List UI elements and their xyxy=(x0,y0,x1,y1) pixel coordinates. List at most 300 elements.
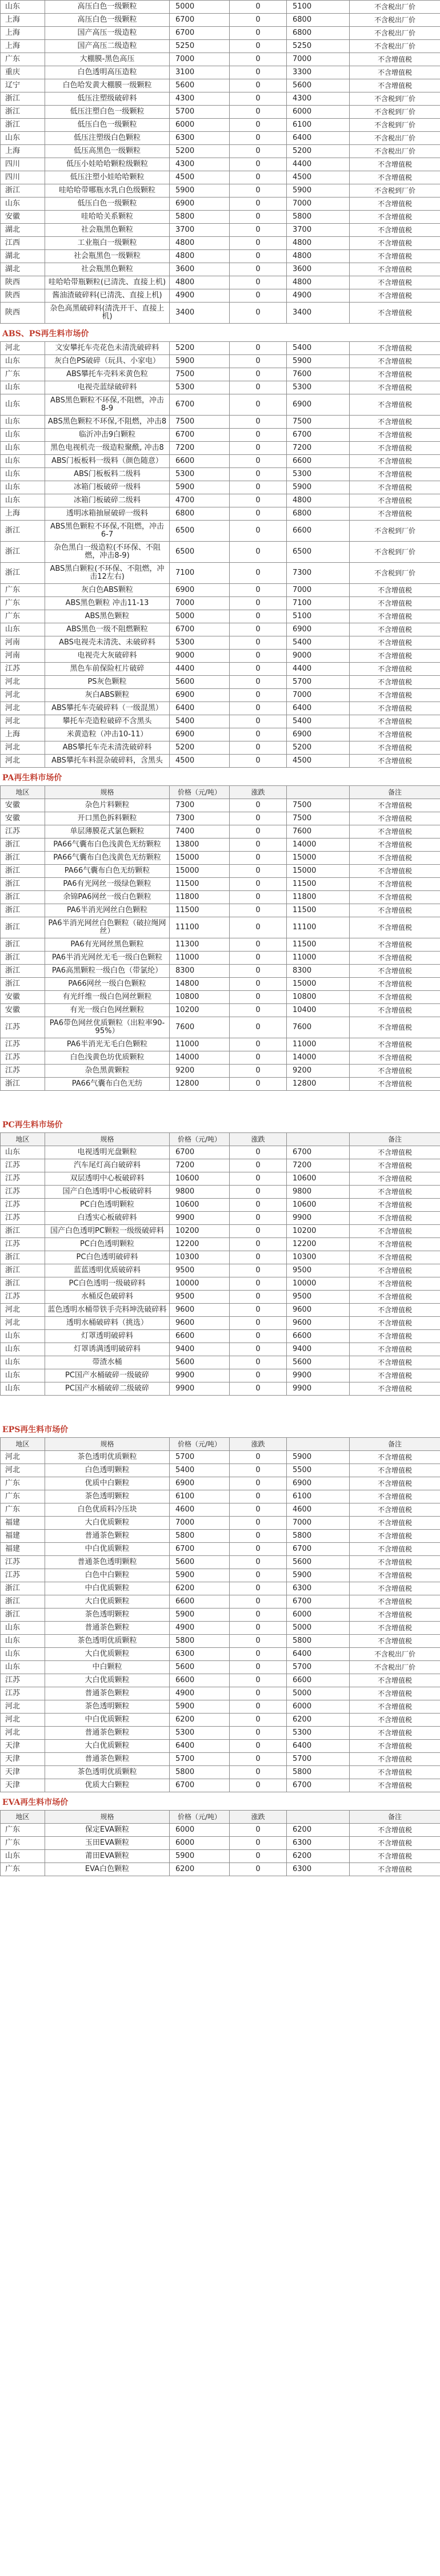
header-region-cell: 地区 xyxy=(1,1133,45,1146)
note-cell: 不含增值税 xyxy=(350,812,440,825)
price-cell: 6500 xyxy=(170,521,230,542)
region-cell: 江苏 xyxy=(1,1017,45,1038)
price-cell: 6700 xyxy=(170,14,230,27)
note-cell: 不含增值税 xyxy=(350,1740,440,1753)
table-row xyxy=(1,119,440,132)
header-prev-price-cell xyxy=(287,1133,350,1146)
note-cell: 不含增值税 xyxy=(350,1369,440,1382)
table-row xyxy=(1,1304,440,1317)
table-row xyxy=(1,211,440,224)
price-cell: 9400 xyxy=(170,1343,230,1356)
change-cell: 0 xyxy=(230,852,287,865)
table-row xyxy=(1,184,440,197)
table-row xyxy=(1,636,440,650)
table-row xyxy=(1,563,440,584)
note-cell: 不含增值税 xyxy=(350,355,440,368)
table-row xyxy=(1,381,440,394)
price-cell: 5300 xyxy=(170,636,230,650)
note-cell: 不含增值税 xyxy=(350,1477,440,1490)
change-cell: 0 xyxy=(230,442,287,455)
prev-price-cell: 7100 xyxy=(287,597,350,610)
price-cell: 4500 xyxy=(170,755,230,768)
note-cell: 不含增值税 xyxy=(350,1451,440,1464)
prev-price-cell: 7600 xyxy=(287,368,350,381)
prev-price-cell: 9600 xyxy=(287,1317,350,1330)
prev-price-cell: 6800 xyxy=(287,27,350,40)
change-cell: 0 xyxy=(230,1569,287,1582)
spec-cell: 社会瓶黑色颗粒 xyxy=(45,224,170,237)
spec-cell: PA66气囊布白色无纺 xyxy=(45,1078,170,1091)
table-row xyxy=(1,481,440,494)
note-cell: 不含增值税 xyxy=(350,394,440,416)
spec-cell: 杂色片料颗粒 xyxy=(45,799,170,812)
note-cell: 不含增值税 xyxy=(350,1277,440,1291)
note-cell: 不含增值税 xyxy=(350,1687,440,1700)
note-cell: 不含增值税 xyxy=(350,66,440,79)
change-cell: 0 xyxy=(230,158,287,171)
region-cell: 天津 xyxy=(1,1766,45,1779)
spec-cell: 优质中白颗粒 xyxy=(45,1477,170,1490)
note-cell: 不含增值税 xyxy=(350,1186,440,1199)
price-cell: 6500 xyxy=(170,542,230,563)
table-row xyxy=(1,224,440,237)
region-cell: 浙江 xyxy=(1,1277,45,1291)
prev-price-cell: 5100 xyxy=(287,1,350,14)
region-cell: 湖北 xyxy=(1,224,45,237)
table-row xyxy=(1,689,440,702)
region-cell: 安徽 xyxy=(1,991,45,1004)
change-cell: 0 xyxy=(230,1225,287,1238)
price-cell: 6300 xyxy=(170,132,230,145)
table-row xyxy=(1,106,440,119)
region-cell: 浙江 xyxy=(1,1609,45,1622)
spec-cell: 水桶反色破碎料 xyxy=(45,1291,170,1304)
table-row xyxy=(1,755,440,768)
change-cell: 0 xyxy=(230,799,287,812)
note-cell: 不含增值税 xyxy=(350,171,440,184)
price-cell: 5900 xyxy=(170,355,230,368)
note-cell: 不含税到厂价 xyxy=(350,563,440,584)
region-cell: 浙江 xyxy=(1,938,45,952)
table-row xyxy=(1,1343,440,1356)
spec-cell: 普通茶色颗粒 xyxy=(45,1622,170,1635)
header-change-cell: 涨跌 xyxy=(230,1133,287,1146)
change-cell: 0 xyxy=(230,1451,287,1464)
note-cell: 不含增值税 xyxy=(350,507,440,521)
table-row xyxy=(1,1382,440,1396)
spec-cell: PA6有光网丝一级绿色颗粒 xyxy=(45,878,170,891)
note-cell: 不含增值税 xyxy=(350,1238,440,1251)
note-cell: 不含增值税 xyxy=(350,715,440,728)
price-cell: 7400 xyxy=(170,825,230,838)
spec-cell: 白色透明颗粒 xyxy=(45,1464,170,1477)
price-cell: 7000 xyxy=(170,53,230,66)
price-cell: 4600 xyxy=(170,1503,230,1517)
change-cell: 0 xyxy=(230,1343,287,1356)
prev-price-cell: 7500 xyxy=(287,799,350,812)
prev-price-cell: 8300 xyxy=(287,965,350,978)
price-cell: 9500 xyxy=(170,1264,230,1277)
change-cell: 0 xyxy=(230,623,287,636)
price-cell: 14000 xyxy=(170,1051,230,1065)
price-cell: 10600 xyxy=(170,1199,230,1212)
spec-cell: 电视壳蓝绿破碎料 xyxy=(45,381,170,394)
spec-cell: 低压注塑小娃哈哈颗粒 xyxy=(45,171,170,184)
region-cell: 浙江 xyxy=(1,563,45,584)
table-row xyxy=(1,455,440,468)
region-cell: 山东 xyxy=(1,394,45,416)
prev-price-cell: 6200 xyxy=(287,1824,350,1837)
change-cell: 0 xyxy=(230,1065,287,1078)
change-cell: 0 xyxy=(230,381,287,394)
region-cell: 河北 xyxy=(1,1714,45,1727)
price-cell: 5900 xyxy=(170,481,230,494)
region-cell: 浙江 xyxy=(1,904,45,917)
price-cell: 4300 xyxy=(170,92,230,106)
table-header-row xyxy=(1,1133,440,1146)
prev-price-cell: 6700 xyxy=(287,429,350,442)
table-row xyxy=(1,1595,440,1609)
price-cell: 6300 xyxy=(170,1648,230,1661)
section-gap xyxy=(0,1091,440,1115)
price-cell: 7200 xyxy=(170,442,230,455)
note-cell: 不含增值税 xyxy=(350,1065,440,1078)
table-row xyxy=(1,394,440,416)
price-cell: 6700 xyxy=(170,1779,230,1792)
table-row xyxy=(1,507,440,521)
header-note-cell: 备注 xyxy=(350,1133,440,1146)
region-cell: 江苏 xyxy=(1,1159,45,1172)
region-cell: 安徽 xyxy=(1,812,45,825)
region-cell: 福建 xyxy=(1,1530,45,1543)
prev-price-cell: 5800 xyxy=(287,1766,350,1779)
price-cell: 10200 xyxy=(170,1004,230,1017)
change-cell: 0 xyxy=(230,66,287,79)
region-cell: 山东 xyxy=(1,197,45,211)
change-cell: 0 xyxy=(230,1490,287,1503)
spec-cell: 社会瓶黑色一级颗粒 xyxy=(45,250,170,263)
note-cell: 不含税出厂价 xyxy=(350,1,440,14)
prev-price-cell: 6000 xyxy=(287,1609,350,1622)
spec-cell: 白色浅黄色坊优质颗粒 xyxy=(45,1051,170,1065)
spec-cell: ABS门板板料二级料 xyxy=(45,468,170,481)
spec-cell: 白色优质料冷压块 xyxy=(45,1503,170,1517)
change-cell: 0 xyxy=(230,650,287,663)
price-cell: 5600 xyxy=(170,1556,230,1569)
prev-price-cell: 7600 xyxy=(287,825,350,838)
change-cell: 0 xyxy=(230,563,287,584)
spec-cell: ABS黑色颗粒 xyxy=(45,610,170,623)
note-cell: 不含增值税 xyxy=(350,891,440,904)
change-cell: 0 xyxy=(230,1078,287,1091)
prev-price-cell: 9800 xyxy=(287,1186,350,1199)
table-row xyxy=(1,1464,440,1477)
header-change-cell: 涨跌 xyxy=(230,786,287,799)
note-cell: 不含增值税 xyxy=(350,1622,440,1635)
prev-price-cell: 5900 xyxy=(287,1569,350,1582)
price-cell: 4700 xyxy=(170,494,230,507)
region-cell: 江苏 xyxy=(1,825,45,838)
region-cell: 广东 xyxy=(1,1837,45,1850)
price-cell: 9900 xyxy=(170,1212,230,1225)
price-cell: 5800 xyxy=(170,1635,230,1648)
table-header-row xyxy=(1,1438,440,1451)
spec-cell: 电视透明光盘颗粒 xyxy=(45,1146,170,1159)
region-cell: 江苏 xyxy=(1,663,45,676)
note-cell: 不含增值税 xyxy=(350,1251,440,1264)
spec-cell: 国产白色透明中心板破碎料 xyxy=(45,1186,170,1199)
spec-cell: 有光纤维一级白色网丝颗粒 xyxy=(45,991,170,1004)
prev-price-cell: 5400 xyxy=(287,636,350,650)
header-price-cell: 价格（元/吨） xyxy=(170,1438,230,1451)
prev-price-cell: 6200 xyxy=(287,1714,350,1727)
table-row xyxy=(1,852,440,865)
prev-price-cell: 11000 xyxy=(287,1038,350,1051)
note-cell: 不含增值税 xyxy=(350,250,440,263)
prev-price-cell: 9000 xyxy=(287,650,350,663)
note-cell: 不含增值税 xyxy=(350,481,440,494)
price-cell: 4900 xyxy=(170,289,230,303)
spec-cell: 普通茶色颗粒 xyxy=(45,1530,170,1543)
spec-cell: ABS攀托车壳破碎料（一级混黑） xyxy=(45,702,170,715)
note-cell: 不含增值税 xyxy=(350,1356,440,1369)
table-row xyxy=(1,1753,440,1766)
table-row xyxy=(1,542,440,563)
spec-cell: 茶色透明优质颗粒 xyxy=(45,1451,170,1464)
spec-cell: EVA白色颗粒 xyxy=(45,1863,170,1876)
table-row xyxy=(1,1330,440,1343)
change-cell: 0 xyxy=(230,825,287,838)
price-cell: 4300 xyxy=(170,158,230,171)
table-row xyxy=(1,584,440,597)
spec-cell: PA66气囊布白色浅黄色无纺颗粒 xyxy=(45,838,170,852)
change-cell: 0 xyxy=(230,702,287,715)
prev-price-cell: 4400 xyxy=(287,663,350,676)
spec-cell: 大白优质颗粒 xyxy=(45,1674,170,1687)
price-cell: 4500 xyxy=(170,171,230,184)
price-cell: 5300 xyxy=(170,1727,230,1740)
change-cell: 0 xyxy=(230,812,287,825)
prev-price-cell: 7200 xyxy=(287,1159,350,1172)
region-cell: 浙江 xyxy=(1,965,45,978)
change-cell: 0 xyxy=(230,1238,287,1251)
change-cell: 0 xyxy=(230,494,287,507)
table-row xyxy=(1,1714,440,1727)
change-cell: 0 xyxy=(230,1464,287,1477)
prev-price-cell: 11500 xyxy=(287,938,350,952)
note-cell: 不含增值税 xyxy=(350,741,440,755)
prev-price-cell: 3600 xyxy=(287,263,350,276)
prev-price-cell: 6900 xyxy=(287,623,350,636)
table-row xyxy=(1,250,440,263)
prev-price-cell: 7500 xyxy=(287,416,350,429)
section-title-pc: PC再生料市场价 xyxy=(2,1120,63,1130)
eps-price-table xyxy=(0,1437,440,1792)
table-row xyxy=(1,1517,440,1530)
spec-cell: 保定EVA颗粒 xyxy=(45,1824,170,1837)
spec-cell: 低压小娃哈哈颗粒级颗粒 xyxy=(45,158,170,171)
table-row xyxy=(1,197,440,211)
price-cell: 9500 xyxy=(170,1291,230,1304)
prev-price-cell: 5900 xyxy=(287,1451,350,1464)
table-row xyxy=(1,938,440,952)
pc-price-table xyxy=(0,1132,440,1396)
change-cell: 0 xyxy=(230,1051,287,1065)
region-cell: 山东 xyxy=(1,381,45,394)
prev-price-cell: 10800 xyxy=(287,991,350,1004)
spec-cell: 大白优质颗粒 xyxy=(45,1517,170,1530)
price-cell: 11000 xyxy=(170,1038,230,1051)
spec-cell: 中白优质颗粒 xyxy=(45,1582,170,1595)
pa-price-table xyxy=(0,785,440,1091)
change-cell: 0 xyxy=(230,991,287,1004)
price-cell: 6700 xyxy=(170,623,230,636)
prev-price-cell: 7200 xyxy=(287,442,350,455)
prev-price-cell: 12800 xyxy=(287,1078,350,1091)
region-cell: 江苏 xyxy=(1,1038,45,1051)
prev-price-cell: 4800 xyxy=(287,494,350,507)
table-row xyxy=(1,66,440,79)
price-cell: 4800 xyxy=(170,250,230,263)
table-row xyxy=(1,991,440,1004)
spec-cell: 高压白色一级颗粒 xyxy=(45,14,170,27)
spec-cell: PA66气囊布白色无纺颗粒 xyxy=(45,865,170,878)
price-cell: 6900 xyxy=(170,689,230,702)
table-row xyxy=(1,1635,440,1648)
region-cell: 河北 xyxy=(1,1451,45,1464)
prev-price-cell: 10400 xyxy=(287,1004,350,1017)
table-row xyxy=(1,289,440,303)
table-row xyxy=(1,891,440,904)
price-cell: 5600 xyxy=(170,676,230,689)
spec-cell: ABS黑白颗粒(不环保、不阻燃，冲击12左右) xyxy=(45,563,170,584)
prev-price-cell: 4500 xyxy=(287,171,350,184)
region-cell: 江苏 xyxy=(1,1674,45,1687)
region-cell: 山东 xyxy=(1,494,45,507)
section-title-eva: EVA再生料市场价 xyxy=(2,1798,69,1807)
table-row xyxy=(1,158,440,171)
region-cell: 浙江 xyxy=(1,92,45,106)
note-cell: 不含税出厂价 xyxy=(350,1661,440,1674)
change-cell: 0 xyxy=(230,1635,287,1648)
prev-price-cell: 6400 xyxy=(287,1648,350,1661)
change-cell: 0 xyxy=(230,904,287,917)
spec-cell: 米黄造粒（冲击10-11） xyxy=(45,728,170,741)
region-cell: 广东 xyxy=(1,597,45,610)
note-cell: 不含增值税 xyxy=(350,1343,440,1356)
change-cell: 0 xyxy=(230,1543,287,1556)
table-row xyxy=(1,1490,440,1503)
price-cell: 7500 xyxy=(170,368,230,381)
region-cell: 浙江 xyxy=(1,119,45,132)
table-row xyxy=(1,1582,440,1595)
spec-cell: 杂色黑黄颗粒 xyxy=(45,1065,170,1078)
spec-cell: 蓝色透明水桶带铁手壳料坤洗破碎料 xyxy=(45,1304,170,1317)
note-cell: 不含增值税 xyxy=(350,1382,440,1396)
section-title-pa: PA再生料市场价 xyxy=(2,773,62,783)
spec-cell: 杂色黑白一级造粒(不环保、不阻燃，冲击8-9) xyxy=(45,542,170,563)
note-cell: 不含增值税 xyxy=(350,1038,440,1051)
price-cell: 15000 xyxy=(170,865,230,878)
spec-cell: 茶色透明颗粒 xyxy=(45,1700,170,1714)
spec-cell: ABS电视壳未清洗、未破碎料 xyxy=(45,636,170,650)
spec-cell: PA66网丝一级白色颗粒 xyxy=(45,978,170,991)
spec-cell: PA6半消光网丝白色颗粒（破拉绳网丝） xyxy=(45,917,170,938)
prev-price-cell: 5400 xyxy=(287,342,350,355)
note-cell: 不含增值税 xyxy=(350,1490,440,1503)
price-cell: 10000 xyxy=(170,1277,230,1291)
prev-price-cell: 9900 xyxy=(287,1382,350,1396)
change-cell: 0 xyxy=(230,1172,287,1186)
prev-price-cell: 10000 xyxy=(287,1277,350,1291)
note-cell: 不含增值税 xyxy=(350,342,440,355)
table-row xyxy=(1,494,440,507)
region-cell: 江苏 xyxy=(1,1687,45,1700)
price-cell: 5900 xyxy=(170,1850,230,1863)
header-spec-cell: 规格 xyxy=(45,786,170,799)
header-region-cell: 地区 xyxy=(1,1811,45,1824)
table-row xyxy=(1,715,440,728)
change-cell: 0 xyxy=(230,755,287,768)
change-cell: 0 xyxy=(230,276,287,289)
table-row xyxy=(1,145,440,158)
region-cell: 广东 xyxy=(1,368,45,381)
prev-price-cell: 6900 xyxy=(287,728,350,741)
prev-price-cell: 9500 xyxy=(287,1291,350,1304)
section-title-abs-ps: ABS、PS再生料市场价 xyxy=(2,329,89,338)
table-row xyxy=(1,728,440,741)
prev-price-cell: 9500 xyxy=(287,1264,350,1277)
spec-cell: 高压白色一级颗粒 xyxy=(45,1,170,14)
region-cell: 山东 xyxy=(1,1850,45,1863)
price-cell: 6700 xyxy=(170,27,230,40)
table-row xyxy=(1,812,440,825)
prev-price-cell: 4500 xyxy=(287,755,350,768)
table-row xyxy=(1,741,440,755)
price-cell: 5600 xyxy=(170,1661,230,1674)
spec-cell: 低压注塑级破碎料 xyxy=(45,92,170,106)
price-cell: 5800 xyxy=(170,211,230,224)
prev-price-cell: 5700 xyxy=(287,676,350,689)
price-cell: 6400 xyxy=(170,1740,230,1753)
spec-cell: 低压高黑色一级颗粒 xyxy=(45,145,170,158)
table-row xyxy=(1,429,440,442)
note-cell: 不含增值税 xyxy=(350,303,440,324)
price-cell: 6600 xyxy=(170,1595,230,1609)
spec-cell: 大白优质颗粒 xyxy=(45,1595,170,1609)
region-cell: 河南 xyxy=(1,650,45,663)
note-cell: 不含增值税 xyxy=(350,1569,440,1582)
change-cell: 0 xyxy=(230,521,287,542)
prev-price-cell: 6400 xyxy=(287,702,350,715)
spec-cell: 中白优质颗粒 xyxy=(45,1714,170,1727)
change-cell: 0 xyxy=(230,1674,287,1687)
price-cell: 9900 xyxy=(170,1382,230,1396)
region-cell: 四川 xyxy=(1,158,45,171)
change-cell: 0 xyxy=(230,597,287,610)
price-cell: 11500 xyxy=(170,878,230,891)
spec-cell: PC白色透明一级破碎料 xyxy=(45,1277,170,1291)
prev-price-cell: 6700 xyxy=(287,1146,350,1159)
note-cell: 不含增值税 xyxy=(350,1556,440,1569)
change-cell: 0 xyxy=(230,468,287,481)
price-cell: 5000 xyxy=(170,1,230,14)
note-cell: 不含增值税 xyxy=(350,455,440,468)
change-cell: 0 xyxy=(230,132,287,145)
spec-cell: ABS攀托车料混杂破碎料，含黑头 xyxy=(45,755,170,768)
header-prev-price-cell xyxy=(287,1438,350,1451)
change-cell: 0 xyxy=(230,1,287,14)
